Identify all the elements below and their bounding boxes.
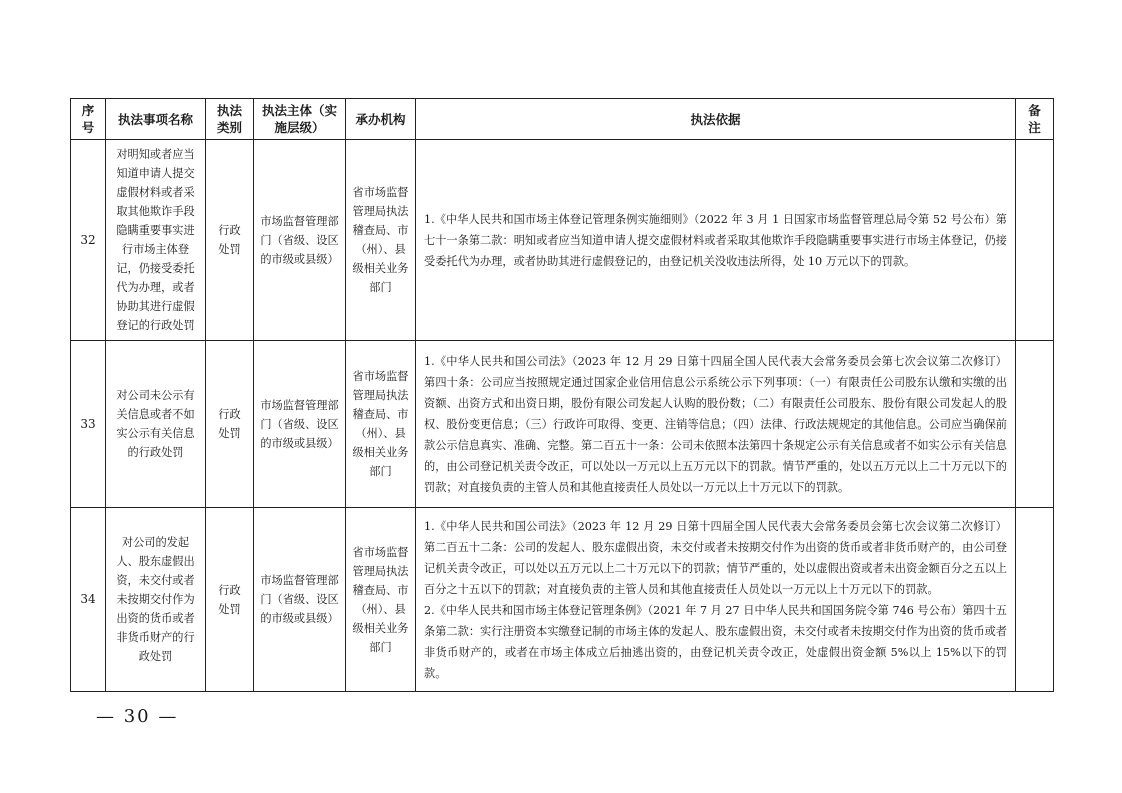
- row-name-text: 对明知或者应当知道申请人提交虚假材料或者采取其他欺诈手段隐瞒重要事实进行市场主体登记，仍接受委托代为办理，或者协助其进行虚假登记的行政处罚: [116, 148, 195, 332]
- page-number: — 30 —: [96, 706, 179, 727]
- header-name: 执法事项名称: [106, 99, 206, 140]
- row-category: [206, 508, 254, 692]
- header-agency: 承办机构: [346, 99, 416, 140]
- header-basis: 执法依据: [416, 99, 1016, 140]
- row-agency: [346, 341, 416, 508]
- row-name-text: 对公司的发起人、股东虚假出资，未交付或者未按期交付作为出资的货币或者非货币财产的行政处罚: [116, 536, 195, 663]
- basis-paragraph: 1.《中华人民共和国市场主体登记管理条例实施细则》（2022 年 3 月 1 日国家市场监督管理总局令第 52 号公布）第七十一条第二款：明知或者应当知道申请人提交虚假材料或者采取其他欺诈手段隐瞒重要事实进行市场主体登记，仍接受委托代为办理，或者协助其进行虚假登记的，由登记机关没收违法所得，处 10 万元以下的罚款。: [424, 212, 1007, 268]
- header-category: 执法类别: [206, 99, 254, 140]
- row-name: [106, 341, 206, 508]
- row-subject-text: 市场监督管理部门（省级、设区的市级或县级）: [260, 398, 339, 450]
- row-category-text: 行政处罚: [218, 224, 241, 256]
- header-remark: 备注: [1016, 99, 1054, 140]
- enforcement-table: [70, 98, 1054, 692]
- row-seq: 32: [71, 140, 106, 341]
- basis-paragraph: 1.《中华人民共和国公司法》（2023 年 12 月 29 日第十四届全国人民代表大会常务委员会第七次会议第二次修订）第二百五十二条：公司的发起人、股东虚假出资，未交付或者未按期交付作为出资的货币或者非货币财产的，由公司登记机关责令改正，可以处以五万元以上二十万元以下的罚款；情节严重的，处以虚假出资或者未出资金额百分之五以上百分之十五以下的罚款；对直接负责的主管人员和其他直接责任人员处以一万元以上十万元以下的罚款。: [424, 519, 1007, 596]
- row-basis: [416, 140, 1016, 341]
- table-row: [71, 341, 1054, 508]
- row-seq: 34: [71, 508, 106, 692]
- row-seq: 33: [71, 341, 106, 508]
- row-basis: [416, 508, 1016, 692]
- row-remark: [1016, 341, 1054, 508]
- row-subject-text: 市场监督管理部门（省级、设区的市级或县级）: [260, 214, 339, 266]
- row-agency-text: 省市场监督管理局执法稽查局、市（州）、县级相关业务部门: [352, 370, 409, 478]
- row-subject: [254, 508, 346, 692]
- row-agency: [346, 140, 416, 341]
- row-subject: [254, 341, 346, 508]
- header-seq: 序号: [71, 99, 106, 140]
- row-category: [206, 140, 254, 341]
- row-name: [106, 140, 206, 341]
- row-category: [206, 341, 254, 508]
- table-header-row: [71, 99, 1054, 140]
- row-remark: [1016, 508, 1054, 692]
- row-category-text: 行政处罚: [218, 408, 241, 440]
- row-basis: [416, 341, 1016, 508]
- row-agency: [346, 508, 416, 692]
- row-subject: [254, 140, 346, 341]
- row-subject-text: 市场监督管理部门（省级、设区的市级或县级）: [260, 574, 339, 625]
- header-subject: 执法主体（实施层级）: [254, 99, 346, 140]
- row-name-text: 对公司未公示有关信息或者不如实公示有关信息的行政处罚: [116, 389, 195, 459]
- row-name: [106, 508, 206, 692]
- basis-paragraph: 2.《中华人民共和国市场主体登记管理条例》（2021 年 7 月 27 日中华人民共和国国务院令第 746 号公布）第四十五条第二款：实行注册资本实缴登记制的市场主体的发起人、股东虚假出资，未交付或者未按期交付作为出资的货币或者非货币财产的，或者在市场主体成立后抽逃出资的，由登记机关责令改正，处虚假出资金额 5%以上 15%以下的罚款。: [424, 603, 1007, 680]
- row-remark: [1016, 140, 1054, 341]
- table-row: [71, 140, 1054, 341]
- table-row: [71, 508, 1054, 692]
- row-category-text: 行政处罚: [218, 583, 241, 616]
- enforcement-table-container: [70, 98, 1053, 692]
- row-agency-text: 省市场监督管理局执法稽查局、市（州）、县级相关业务部门: [352, 186, 409, 294]
- basis-paragraph: 1.《中华人民共和国公司法》（2023 年 12 月 29 日第十四届全国人民代表大会常务委员会第七次会议第二次修订）第四十条：公司应当按照规定通过国家企业信用信息公示系统公示下列事项：（一）有限责任公司股东认缴和实缴的出资额、出资方式和出资日期，股份有限公司发起人认购的股份数；（二）有限责任公司股东、股份有限公司发起人的股权、股份变更信息；（三）行政许可取得、变更、注销等信息；（四）法律、行政法规规定的其他信息。公司应当确保前款公示信息真实、准确、完整。第二百五十一条：公司未依照本法第四十条规定公示有关信息或者不如实公示有关信息的，由公司登记机关责令改正，可以处以一万元以上五万元以下的罚款。情节严重的，处以五万元以上二十万元以下的罚款；对直接负责的主管人员和其他直接责任人员处以一万元以上十万元以下的罚款。: [424, 354, 1007, 494]
- row-agency-text: 省市场监督管理局执法稽查局、市（州）、县级相关业务部门: [352, 545, 409, 654]
